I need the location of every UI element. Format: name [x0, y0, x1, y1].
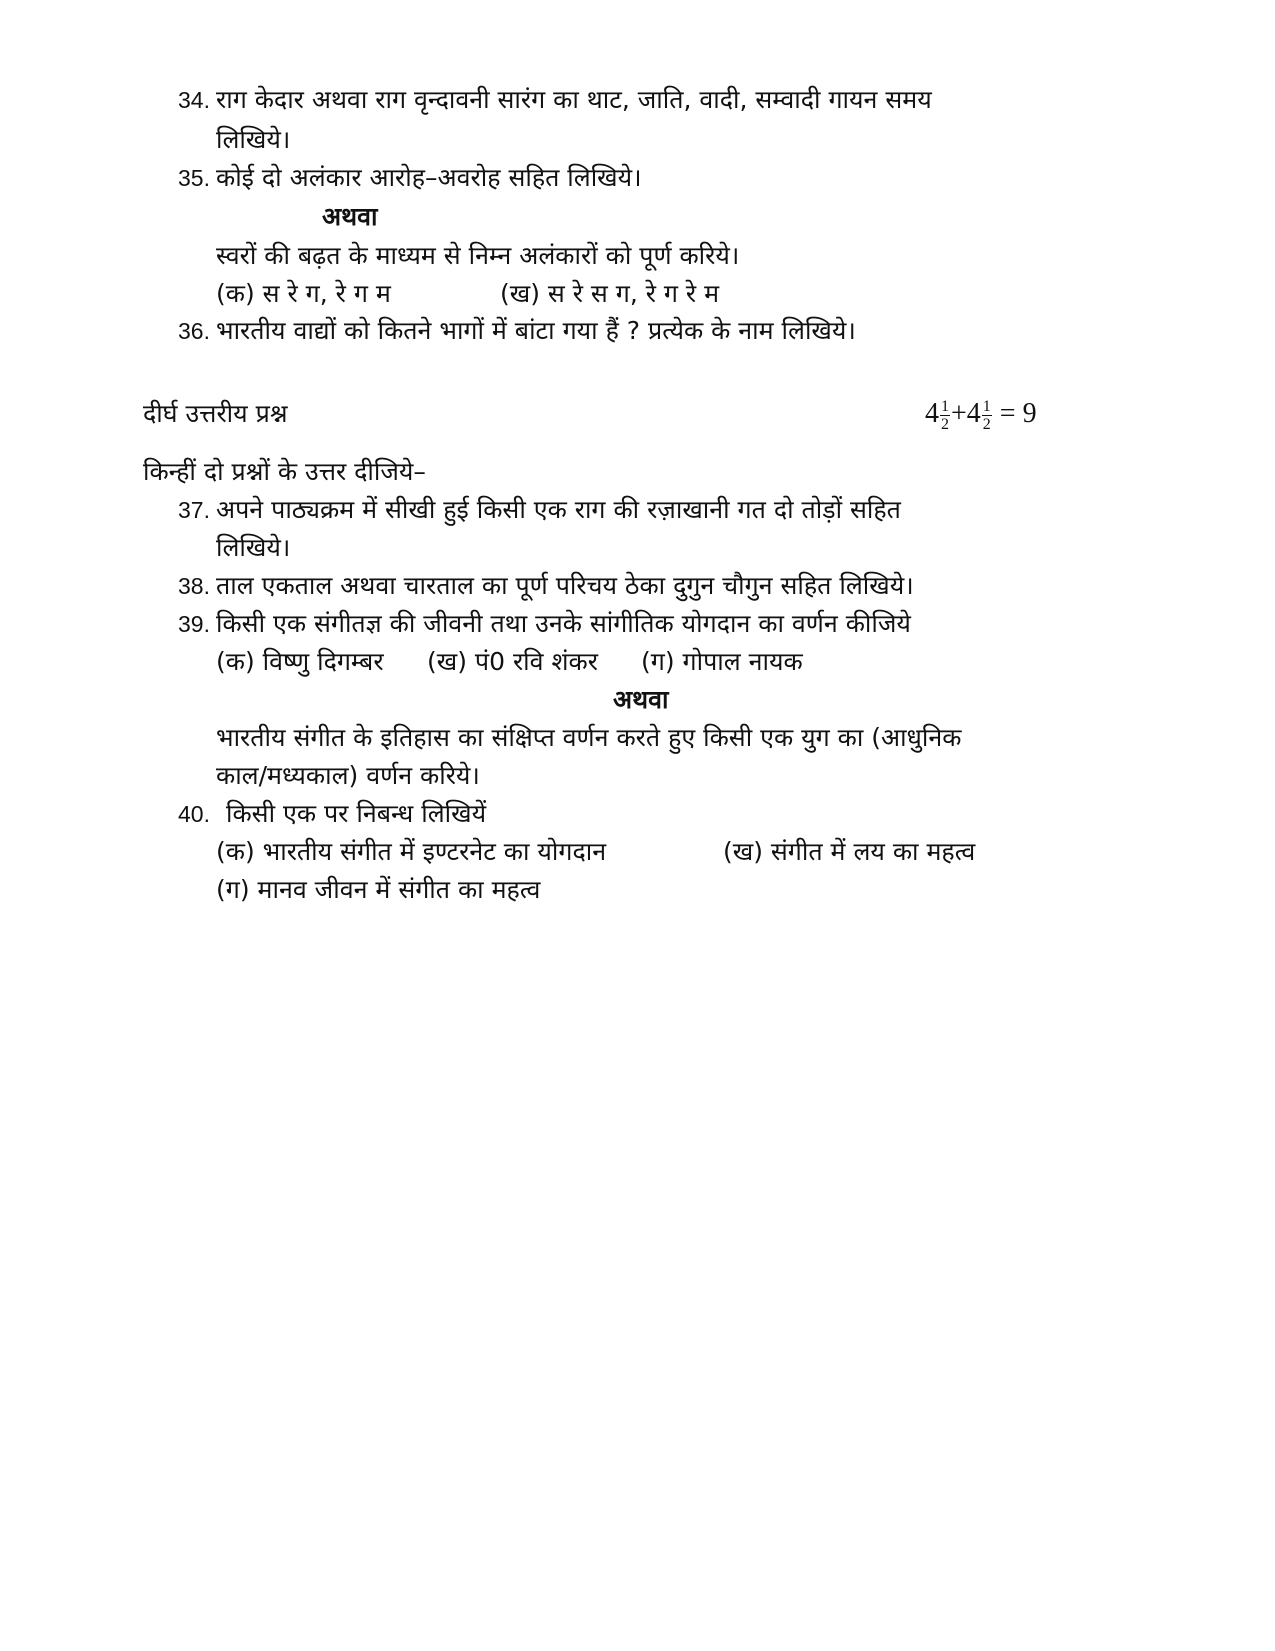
question-37	[178, 490, 901, 530]
question-number: 40.	[178, 801, 210, 827]
section-title: दीर्घ उत्तरीय प्रश्न	[143, 399, 288, 428]
marks-whole: 4	[925, 398, 939, 429]
question-34	[178, 80, 932, 120]
question-number: 38.	[178, 573, 210, 599]
fraction-denominator: 2	[941, 416, 949, 434]
section-instruction: किन्हीं दो प्रश्नों के उत्तर दीजिये–	[143, 457, 426, 486]
option-kha: (ख) स रे स ग, रे ग रे म	[500, 279, 720, 308]
or-separator: अथवा	[322, 202, 378, 231]
fraction-denominator: 2	[982, 416, 991, 434]
marks-fraction	[982, 398, 992, 433]
marks-whole: 4	[966, 398, 981, 429]
fraction-numerator: 1	[982, 398, 991, 416]
question-36	[178, 311, 856, 351]
option-kha: (ख) पं0 रवि शंकर	[427, 647, 598, 676]
question-text: किसी एक पर निबन्ध लिखियें	[226, 799, 487, 828]
fraction-numerator: 1	[941, 398, 949, 416]
question-38	[178, 566, 914, 606]
option-ka: (क) विष्णु दिगम्बर	[216, 647, 384, 676]
question-37-continuation: लिखिये।	[216, 533, 291, 562]
option-ga: (ग) गोपाल नायक	[641, 647, 803, 676]
question-40	[178, 794, 486, 834]
question-35-alternative: स्वरों की बढ़त के माध्यम से निम्न अलंकारों को पूर्ण करिये।	[216, 241, 740, 270]
question-39-alternative-continuation: काल/मध्यकाल) वर्णन करिये।	[216, 761, 480, 790]
question-39	[178, 604, 911, 644]
question-35	[178, 158, 642, 198]
question-text: राग केदार अथवा राग वृन्दावनी सारंग का थाट, जाति, वादी, सम्वादी गायन समय	[216, 85, 932, 114]
option-kha: (ख) संगीत में लय का महत्व	[723, 837, 976, 866]
question-text: किसी एक संगीतज्ञ की जीवनी तथा उनके सांगीतिक योगदान का वर्णन कीजिये	[216, 609, 911, 638]
question-text: अपने पाठ्यक्रम में सीखी हुई किसी एक राग की रज़ाखानी गत दो तोड़ों सहित	[216, 495, 901, 524]
question-number: 35.	[178, 165, 210, 191]
option-ka: (क) भारतीय संगीत में इण्टरनेट का योगदान	[216, 837, 607, 866]
question-number: 37.	[178, 497, 210, 523]
marks-plus: +	[951, 398, 967, 429]
question-text: कोई दो अलंकार आरोह–अवरोह सहित लिखिये।	[216, 163, 642, 192]
question-text: ताल एकताल अथवा चारताल का पूर्ण परिचय ठेका दुगुन चौगुन सहित लिखिये।	[216, 571, 914, 600]
question-34-continuation: लिखिये।	[216, 125, 291, 154]
question-number: 36.	[178, 318, 210, 344]
question-number: 39.	[178, 611, 210, 637]
marks-total: = 9	[999, 398, 1037, 429]
section-marks	[925, 394, 1037, 434]
option-ga: (ग) मानव जीवन में संगीत का महत्व	[216, 875, 541, 904]
marks-fraction	[940, 398, 950, 433]
question-number: 34.	[178, 87, 210, 113]
or-separator: अथवा	[613, 685, 669, 714]
question-text: भारतीय वाद्यों को कितने भागों में बांटा गया हैं ? प्रत्येक के नाम लिखिये।	[216, 316, 856, 345]
option-ka: (क) स रे ग, रे ग म	[216, 279, 391, 308]
question-39-alternative: भारतीय संगीत के इतिहास का संक्षिप्त वर्णन करते हुए किसी एक युग का (आधुनिक	[216, 723, 962, 752]
